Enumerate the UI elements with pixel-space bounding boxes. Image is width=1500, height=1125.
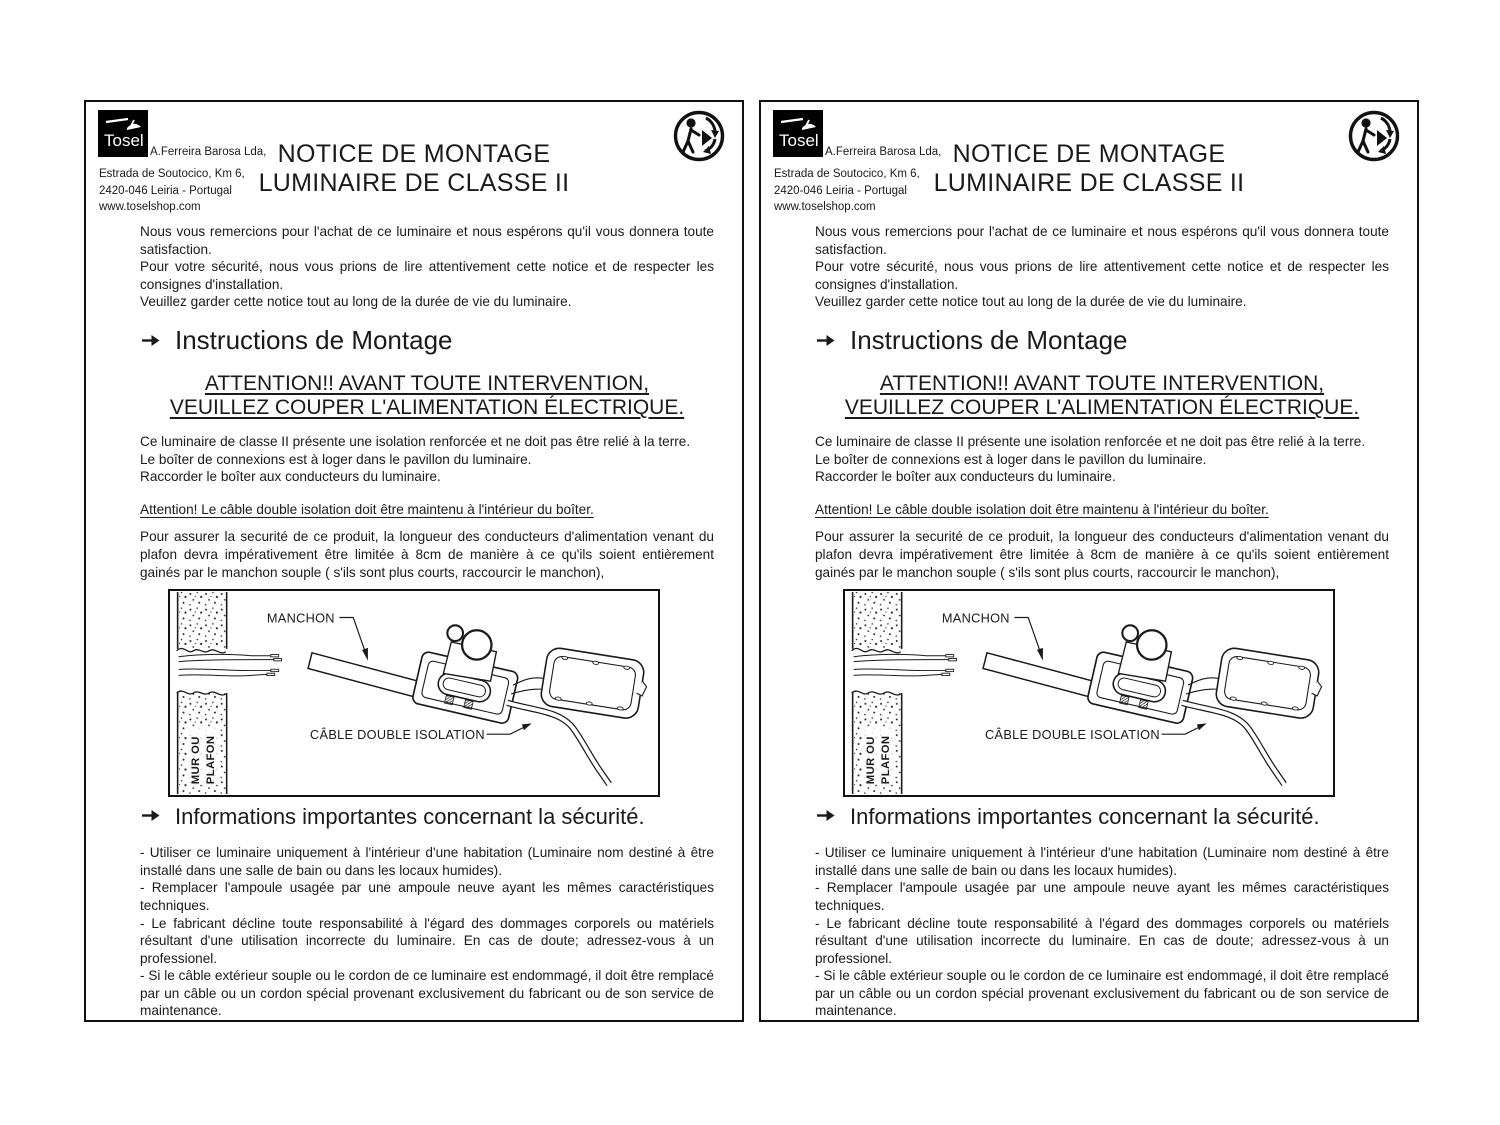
class2-paragraphs: [140, 433, 714, 486]
page-title: [761, 140, 1417, 198]
intro-paragraph-3: Veuillez garder cette notice tout au long de la durée de vie du luminaire.: [140, 294, 572, 310]
heading-instructions-label: Instructions de Montage: [175, 324, 453, 355]
security-item-1: - Utiliser ce luminaire uniquement à l'intérieur d'une habitation (Luminaire nom destiné à être installé dans une salle de bain ou dans les locaux humides).: [815, 845, 1389, 878]
cable-callout: [310, 724, 532, 743]
heading-security-label: Informations importantes concernant la sécurité.: [175, 804, 645, 830]
diagram-figure: [168, 589, 660, 797]
cover-box: [1214, 647, 1325, 721]
warning-line-2: VEUILLEZ COUPER L'ALIMENTATION ÉLECTRIQUE.: [169, 395, 685, 419]
page-header: [761, 102, 1417, 223]
class2-paragraphs: [815, 433, 1389, 486]
security-item-4: - Si le câble extérieur souple ou le cordon de ce luminaire est endommagé, il doit être remplacé par un câble ou un cordon spécial provenant exclusivement du fabricant ou de son service de maintenance.: [140, 968, 714, 1019]
intro-paragraph-3: Veuillez garder cette notice tout au long de la durée de vie du luminaire.: [815, 294, 1247, 310]
lamp-shade-icon: [127, 124, 141, 130]
page-body: [86, 223, 742, 1020]
installation-drawing: [170, 591, 658, 795]
attention-note: Attention! Le câble double isolation doit être maintenu à l'intérieur du boîter.: [140, 501, 594, 517]
installation-drawing: [845, 591, 1333, 795]
wall-hatch: [851, 592, 904, 794]
manchon-sleeve-shape: [983, 653, 1101, 699]
heading-instructions-label: Instructions de Montage: [850, 324, 1128, 355]
warning-text: [140, 372, 714, 420]
heading-security: [142, 802, 714, 832]
wall-hatch: [176, 592, 229, 794]
security-item-3: - Le fabricant décline toute responsabilité à l'égard des dommages corporels ou matériels résultant d'une utilisation incorrecte du luminaire. En cas de doute; adressez-vous à un professionel.: [815, 915, 1389, 966]
heading-instructions: [142, 325, 714, 355]
connection-box: [1087, 625, 1194, 724]
wall-label-line-1: MUR OU: [190, 736, 203, 785]
intro-paragraph-1: Nous vous remercions pour l'achat de ce luminaire et nous espérons qu'il vous donnera toute satisfaction.: [140, 224, 714, 257]
leader-arrowhead: [1037, 648, 1043, 661]
body-paragraph-4: Pour assurer la securité de ce produit, la longueur des conducteurs d'alimentation venant du plafon devra impérativement être limitée à 8cm de manière à ce qu'ils soient entièrement gainés par le manchon souple ( s'ils sont plus courts, raccourcir le manchon),: [140, 529, 714, 580]
intro-paragraph-1: Nous vous remercions pour l'achat de ce luminaire et nous espérons qu'il vous donnera toute satisfaction.: [815, 224, 1389, 257]
security-item-2: - Remplacer l'ampoule usagée par une ampoule neuve ayant les mêmes caractéristiques techniques.: [815, 880, 1389, 913]
cover-box: [539, 647, 650, 721]
heading-instructions: [817, 325, 1389, 355]
heading-security-label: Informations importantes concernant la sécurité.: [850, 804, 1320, 830]
warning-text: [815, 372, 1389, 420]
security-list: [815, 844, 1389, 1020]
title-line-1: NOTICE DE MONTAGE: [277, 140, 551, 168]
cable-double-isolation-shape: [507, 703, 609, 784]
lamp-shade-icon: [802, 124, 816, 130]
company-name: A.Ferreira Barosa Lda,: [150, 146, 267, 158]
notice-page: [84, 100, 744, 1022]
leader-arrowhead: [362, 648, 368, 661]
arrow-bullet-icon: [817, 809, 835, 822]
manchon-callout: [942, 611, 1043, 661]
cable-label: CÂBLE DOUBLE ISOLATION: [985, 727, 1160, 743]
warning-line-1: ATTENTION!! AVANT TOUTE INTERVENTION,: [879, 371, 1325, 395]
body-paragraph-1: Ce luminaire de classe II présente une isolation renforcée et ne doit pas être relié à la terre.: [815, 433, 1366, 449]
manchon-label: MANCHON: [941, 610, 1010, 626]
security-item-3: - Le fabricant décline toute responsabilité à l'égard des dommages corporels ou matériels résultant d'une utilisation incorrecte du luminaire. En cas de doute; adressez-vous à un professionel.: [140, 915, 714, 966]
security-item-4: - Si le câble extérieur souple ou le cordon de ce luminaire est endommagé, il doit être remplacé par un câble ou un cordon spécial provenant exclusivement du fabricant ou de son service de maintenance.: [815, 968, 1389, 1019]
connection-box: [412, 625, 519, 724]
leader-arrowhead: [1197, 724, 1207, 731]
manchon-label: MANCHON: [266, 610, 335, 626]
security-list: [140, 844, 714, 1020]
title-line-1: NOTICE DE MONTAGE: [952, 140, 1226, 168]
wall-label-line-1: MUR OU: [865, 736, 878, 785]
company-website: www.toselshop.com: [99, 201, 201, 213]
page-body: [761, 223, 1417, 1020]
security-item-2: - Remplacer l'ampoule usagée par une ampoule neuve ayant les mêmes caractéristiques techniques.: [140, 880, 714, 913]
page-title: [86, 140, 742, 198]
warning-line-2: VEUILLEZ COUPER L'ALIMENTATION ÉLECTRIQUE.: [844, 395, 1360, 419]
attention-note: Attention! Le câble double isolation doit être maintenu à l'intérieur du boîter.: [815, 501, 1269, 517]
address-line-1: Estrada de Soutocico, Km 6,: [774, 168, 920, 180]
triman-recycling-icon: [671, 108, 727, 164]
title-line-2: LUMINAIRE DE CLASSE II: [933, 169, 1245, 197]
cable-callout: [985, 724, 1207, 743]
manchon-sleeve-shape: [308, 653, 426, 699]
body-paragraph-4: Pour assurer la securité de ce produit, la longueur des conducteurs d'alimentation venant du plafon devra impérativement être limitée à 8cm de manière à ce qu'ils soient entièrement gainés par le manchon souple ( s'ils sont plus courts, raccourcir le manchon),: [815, 529, 1389, 580]
body-paragraph-2: Le boîter de connexions est à loger dans le pavillon du luminaire.: [140, 451, 532, 467]
wall-label-line-2: PLAFON: [204, 735, 217, 785]
body-paragraph-1: Ce luminaire de classe II présente une isolation renforcée et ne doit pas être relié à la terre.: [140, 433, 691, 449]
diagram-figure: [843, 589, 1335, 797]
body-paragraph-3: Raccorder le boîter aux conducteurs du luminaire.: [815, 469, 1116, 485]
intro-paragraph-2: Pour votre sécurité, nous vous prions de lire attentivement cette notice et de respecter les consignes d'installation.: [140, 259, 714, 292]
company-website: www.toselshop.com: [774, 201, 876, 213]
arrow-bullet-icon: [817, 334, 835, 347]
heading-security: [817, 802, 1389, 832]
intro-paragraph-2: Pour votre sécurité, nous vous prions de lire attentivement cette notice et de respecter les consignes d'installation.: [815, 259, 1389, 292]
leader-arrowhead: [522, 724, 532, 731]
triman-recycling-icon: [1346, 108, 1402, 164]
hanging-ring: [443, 625, 496, 681]
body-paragraph-2: Le boîter de connexions est à loger dans le pavillon du luminaire.: [815, 451, 1207, 467]
arrow-bullet-icon: [142, 809, 160, 822]
brand-text: Tosel: [779, 131, 819, 150]
address-line-2: 2420-046 Leiria - Portugal: [99, 184, 232, 197]
title-line-2: LUMINAIRE DE CLASSE II: [258, 169, 570, 197]
notice-page: [759, 100, 1419, 1022]
address-line-2: 2420-046 Leiria - Portugal: [774, 184, 907, 197]
cable-double-isolation-shape: [1182, 703, 1284, 784]
body-paragraph-3: Raccorder le boîter aux conducteurs du luminaire.: [140, 469, 441, 485]
cable-label: CÂBLE DOUBLE ISOLATION: [310, 727, 485, 743]
arrow-bullet-icon: [142, 334, 160, 347]
company-name: A.Ferreira Barosa Lda,: [825, 146, 942, 158]
wall-label-line-2: PLAFON: [879, 735, 892, 785]
page-header: [86, 102, 742, 223]
address-line-1: Estrada de Soutocico, Km 6,: [99, 168, 245, 180]
hanging-ring: [1118, 625, 1171, 681]
warning-line-1: ATTENTION!! AVANT TOUTE INTERVENTION,: [204, 371, 650, 395]
security-item-1: - Utiliser ce luminaire uniquement à l'intérieur d'une habitation (Luminaire nom destiné à être installé dans une salle de bain ou dans les locaux humides).: [140, 845, 714, 878]
brand-text: Tosel: [104, 131, 144, 150]
manchon-callout: [267, 611, 368, 661]
